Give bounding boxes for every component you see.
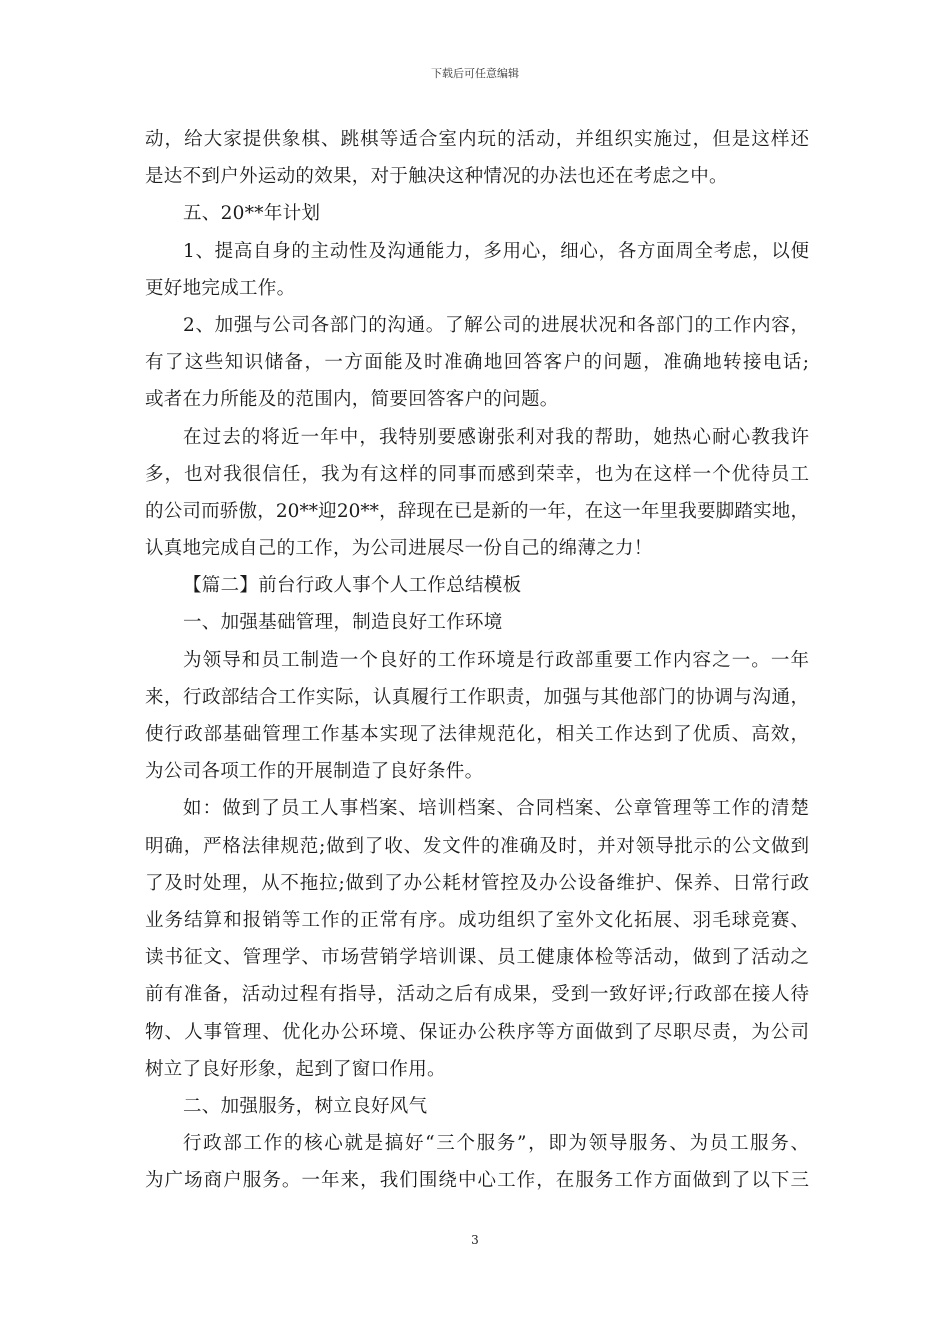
text-line: 动，给大家提供象棋、跳棋等适合室内玩的活动，并组织实施过，但是这样还 [145,129,809,150]
text-line: 行政部工作的核心就是搞好“三个服务”，即为领导服务、为员工服务、 [183,1133,809,1155]
text-line: 明确，严格法律规范;做到了收、发文件的准确及时，并对领导批示的公文做到 [145,835,809,857]
text-line: 树立了良好形象，起到了窗口作用。 [145,1058,446,1080]
text-line: 前有准备，活动过程有指导，活动之后有成果，受到一致好评;行政部在接人待 [145,984,809,1006]
text-line: 为领导和员工制造一个良好的工作环境是行政部重要工作内容之一。一年 [183,649,809,671]
text-line: 读书征文、管理学、市场营销学培训课、员工健康体检等活动，做到了活动之 [145,947,809,969]
text-line: 在过去的将近一年中，我特别要感谢张利对我的帮助，她热心耐心教我许 [183,426,809,448]
text-line: 来，行政部结合工作实际，认真履行工作职责，加强与其他部门的协调与沟通， [145,686,809,708]
text-line: 多，也对我很信任，我为有这样的同事而感到荣幸，也为在这样一个优待员工 [145,463,809,485]
text-line: 的公司而骄傲，20**迎20**，辞现在已是新的一年，在这一年里我要脚踏实地， [145,500,809,522]
text-line: 【篇二】前台行政人事个人工作总结模板 [183,575,522,597]
text-line: 如：做到了员工人事档案、培训档案、合同档案、公章管理等工作的清楚 [183,798,809,820]
page-number: 3 [471,1233,479,1247]
text-line: 五、20**年计划 [183,203,321,225]
text-line: 二、加强服务，树立良好风气 [183,1095,428,1117]
text-line: 或者在力所能及的范围内，简要回答客户的问题。 [145,389,559,411]
text-line: 更好地完成工作。 [145,277,296,299]
text-line: 业务结算和报销等工作的正常有序。成功组织了室外文化拓展、羽毛球竞赛、 [145,909,809,931]
text-line: 为公司各项工作的开展制造了良好条件。 [145,761,484,783]
text-line: 使行政部基础管理工作基本实现了法律规范化，相关工作达到了优质、高效， [145,724,809,745]
text-line: 认真地完成自己的工作，为公司进展尽一份自己的绵薄之力！ [145,538,653,560]
text-line: 为广场商户服务。一年来，我们围绕中心工作，在服务工作方面做到了以下三 [145,1170,809,1192]
text-line: 物、人事管理、优化办公环境、保证办公秩序等方面做到了尽职尽责，为公司 [145,1021,809,1043]
text-line: 是达不到户外运动的效果，对于触决这种情况的办法也还在考虑之中。 [145,166,728,188]
text-line: 一、加强基础管理，制造良好工作环境 [183,612,503,634]
document-body [145,121,809,1199]
text-line: 2、加强与公司各部门的沟通。了解公司的进展状况和各部门的工作内容， [183,314,809,336]
text-line: 1、提高自身的主动性及沟通能力，多用心，细心，各方面周全考虑，以便 [183,240,809,262]
text-line: 了及时处理，从不拖拉;做到了办公耗材管控及办公设备维护、保养、日常行政 [145,872,809,894]
text-line: 有了这些知识储备，一方面能及时准确地回答客户的问题，准确地转接电话; [145,352,809,374]
page-header: 下载后可任意编辑 [431,67,519,80]
